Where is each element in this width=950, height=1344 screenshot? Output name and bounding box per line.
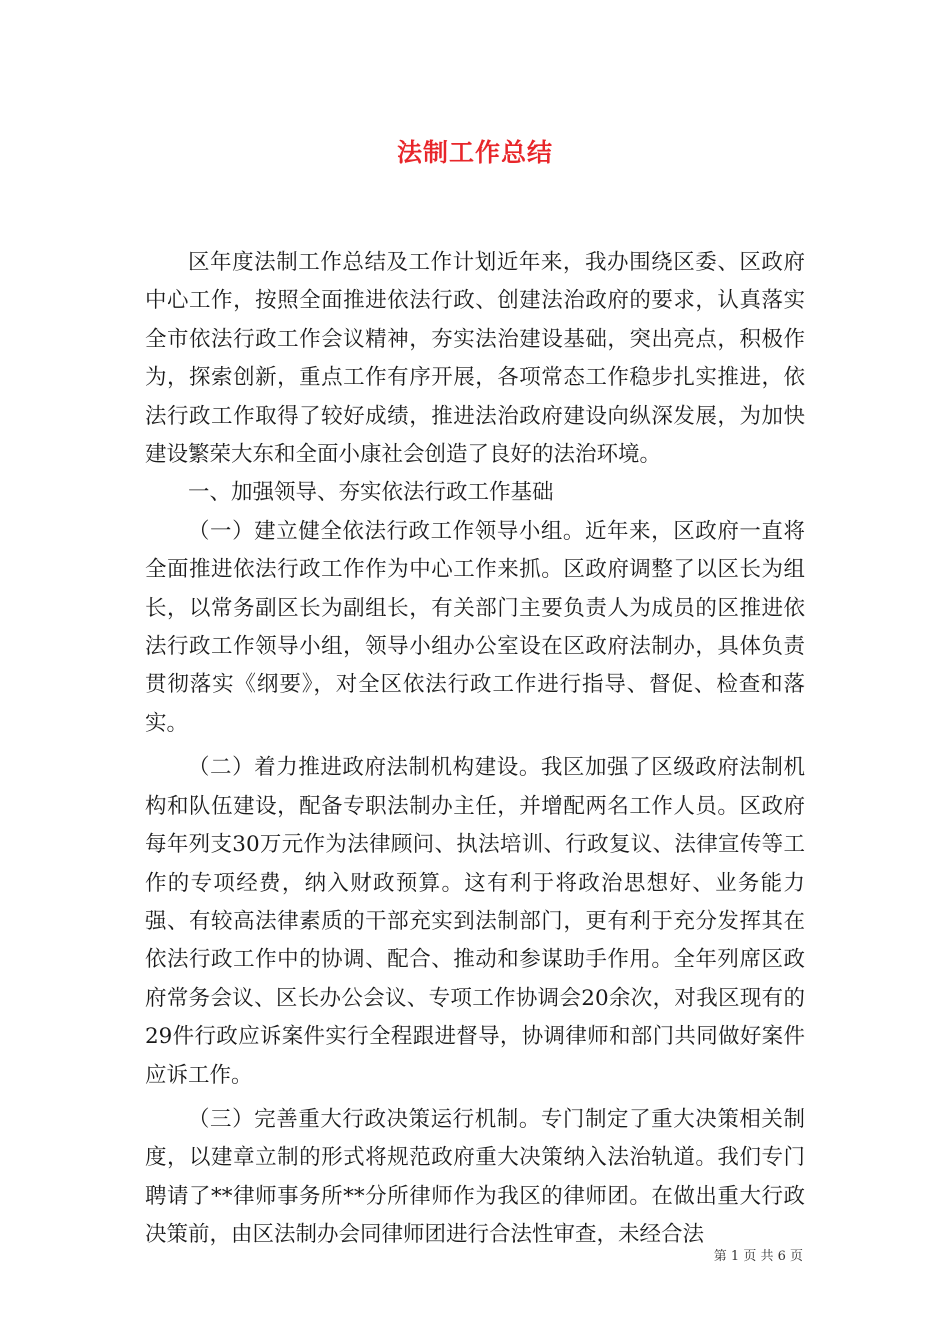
document-body [145,244,805,1255]
document-title: 法制工作总结 [396,138,553,167]
paragraph-intro: 区年度法制工作总结及工作计划近年来，我办围绕区委、区政府中心工作，按照全面推进依法行政、创建法治政府的要求，认真落实全市依法行政工作会议精神，夯实法治建设基础，突出亮点，积极作为，探索创新，重点工作有序开展，各项常态工作稳步扎实推进，依法行政工作取得了较好成绩，推进法治政府建设向纵深发展，为加快建设繁荣大东和全面小康社会创造了良好的法治环境。 [145,250,805,468]
paragraph-section-1-1: （一）建立健全依法行政工作领导小组。近年来，区政府一直将全面推进依法行政工作作为中心工作来抓。区政府调整了以区长为组长，以常务副区长为副组长，有关部门主要负责人为成员的区推进依法行政工作领导小组，领导小组办公室设在区政府法制办，具体负责贯彻落实《纲要》，对全区依法行政工作进行指导、督促、检查和落实。 [145,518,805,736]
section-heading-1: 一、加强领导、夯实依法行政工作基础 [188,480,554,506]
paragraph-section-1-3: （三）完善重大行政决策运行机制。专门制定了重大决策相关制度，以建章立制的形式将规范政府重大决策纳入法治轨道。我们专门聘请了**律师事务所**分所律师作为我区的律师团。在做出重大行政决策前，由区法制办会同律师团进行合法性审查，未经合法 [145,1106,805,1248]
paragraph-section-1-2: （二）着力推进政府法制机构建设。我区加强了区级政府法制机构和队伍建设，配备专职法制办主任，并增配两名工作人员。区政府每年列支30万元作为法律顾问、执法培训、行政复议、法律宣传等工作的专项经费，纳入财政预算。这有利于将政治思想好、业务能力强、有较高法律素质的干部充实到法制部门，更有利于充分发挥其在依法行政工作中的协调、配合、推动和参谋助手作用。全年列席区政府常务会议、区长办公会议、专项工作协调会20余次，对我区现有的29件行政应诉案件实行全程跟进督导，协调律师和部门共同做好案件应诉工作。 [145,755,805,1088]
page-number: 第 1 页 共 6 页 [713,1249,803,1264]
